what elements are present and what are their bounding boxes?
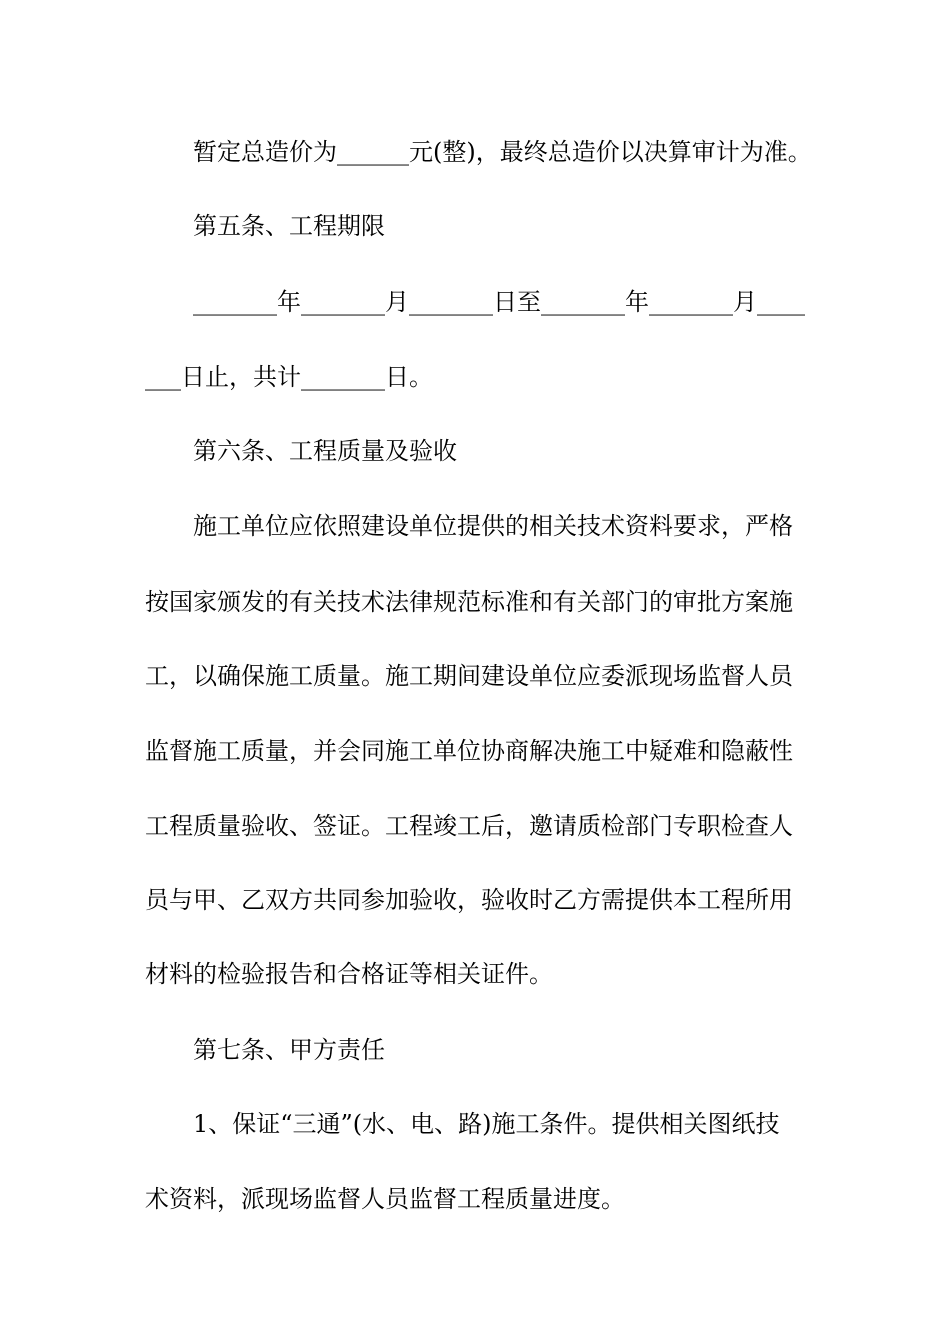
price-clause-line: 暂定总造价为______元(整)，最终总造价以决算审计为准。 — [193, 138, 812, 166]
quality-paragraph-line-1: 施工单位应依照建设单位提供的相关技术资料要求，严格 — [193, 512, 793, 540]
quality-paragraph-line-3: 工，以确保施工质量。施工期间建设单位应委派现场监督人员 — [145, 662, 793, 690]
article-7-heading: 第七条、甲方责任 — [193, 1036, 385, 1064]
quality-paragraph-line-4: 监督施工质量，并会同施工单位协商解决施工中疑难和隐蔽性 — [145, 737, 793, 765]
article-6-heading: 第六条、工程质量及验收 — [193, 437, 457, 465]
period-line-2: ___日止，共计_______日。 — [145, 363, 433, 391]
article-5-heading: 第五条、工程期限 — [193, 212, 385, 240]
party-a-item-1-line-1: 1、保证“三通”(水、电、路)施工条件。提供相关图纸技 — [193, 1110, 780, 1138]
quality-paragraph-line-7: 材料的检验报告和合格证等相关证件。 — [145, 960, 553, 988]
party-a-item-1-line-2: 术资料，派现场监督人员监督工程质量进度。 — [145, 1185, 625, 1213]
period-line-1: _______年_______月_______日至_______年_______月____ — [193, 288, 805, 316]
quality-paragraph-line-6: 员与甲、乙双方共同参加验收，验收时乙方需提供本工程所用 — [145, 886, 793, 914]
quality-paragraph-line-5: 工程质量验收、签证。工程竣工后，邀请质检部门专职检查人 — [145, 812, 793, 840]
quality-paragraph-line-2: 按国家颁发的有关技术法律规范标准和有关部门的审批方案施 — [145, 588, 793, 616]
